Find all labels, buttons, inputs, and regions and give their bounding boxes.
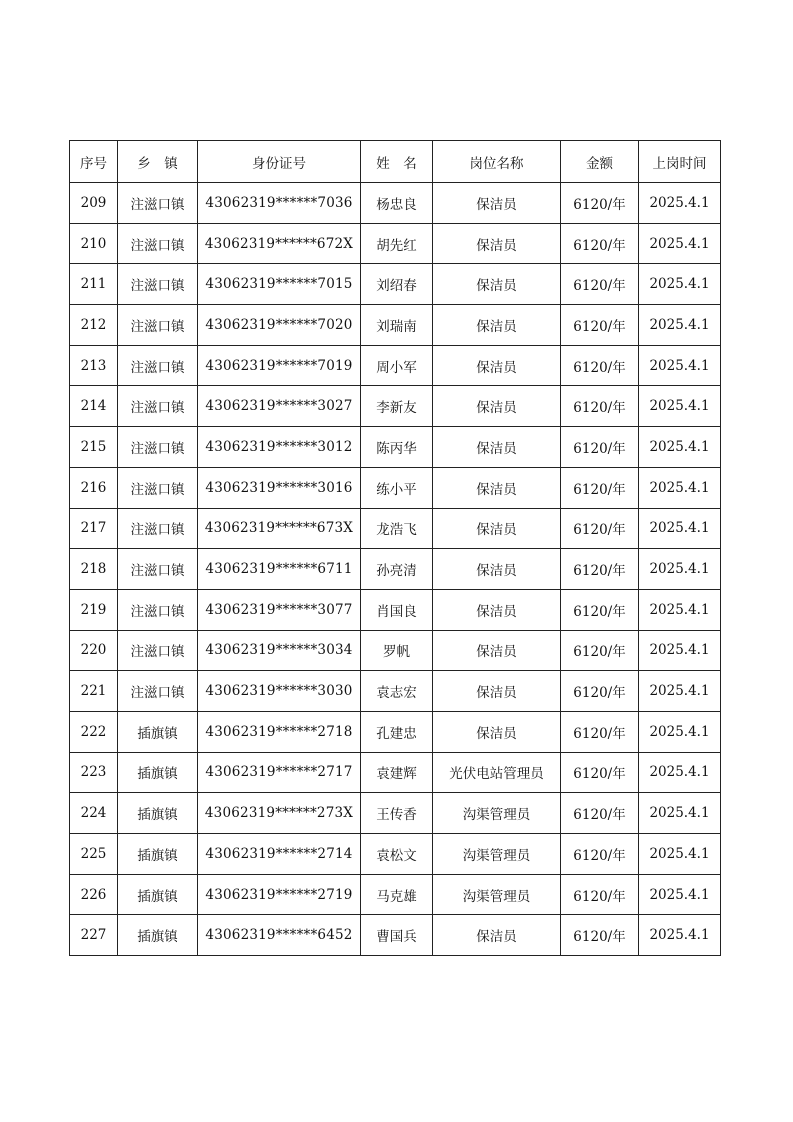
cell-name: 马克雄 — [361, 874, 433, 915]
cell-serial-number: 223 — [70, 752, 118, 793]
cell-id-number: 43062319******3034 — [198, 630, 361, 671]
cell-position: 保洁员 — [433, 508, 561, 549]
cell-township: 注滋口镇 — [118, 467, 198, 508]
table-row — [70, 345, 721, 386]
table-row — [70, 874, 721, 915]
cell-position: 沟渠管理员 — [433, 793, 561, 834]
cell-name: 袁松文 — [361, 834, 433, 875]
cell-start-date: 2025.4.1 — [639, 630, 721, 671]
cell-name: 孙亮清 — [361, 549, 433, 590]
cell-position: 光伏电站管理员 — [433, 752, 561, 793]
cell-amount: 6120/年 — [561, 711, 639, 752]
cell-position: 保洁员 — [433, 915, 561, 956]
cell-amount: 6120/年 — [561, 793, 639, 834]
cell-position: 保洁员 — [433, 183, 561, 224]
cell-id-number: 43062319******2717 — [198, 752, 361, 793]
cell-id-number: 43062319******7015 — [198, 264, 361, 305]
cell-serial-number: 215 — [70, 427, 118, 468]
cell-id-number: 43062319******672X — [198, 223, 361, 264]
cell-start-date: 2025.4.1 — [639, 264, 721, 305]
header-name: 姓 名 — [361, 141, 433, 183]
cell-start-date: 2025.4.1 — [639, 305, 721, 346]
table-row — [70, 183, 721, 224]
cell-serial-number: 220 — [70, 630, 118, 671]
cell-township: 插旗镇 — [118, 834, 198, 875]
cell-position: 保洁员 — [433, 467, 561, 508]
cell-position: 保洁员 — [433, 386, 561, 427]
personnel-table — [69, 140, 721, 956]
cell-position: 保洁员 — [433, 549, 561, 590]
cell-township: 注滋口镇 — [118, 345, 198, 386]
table-body — [70, 183, 721, 956]
cell-serial-number: 209 — [70, 183, 118, 224]
table-row — [70, 427, 721, 468]
cell-name: 杨忠良 — [361, 183, 433, 224]
cell-start-date: 2025.4.1 — [639, 915, 721, 956]
cell-id-number: 43062319******7019 — [198, 345, 361, 386]
cell-position: 保洁员 — [433, 305, 561, 346]
table-row — [70, 386, 721, 427]
cell-township: 注滋口镇 — [118, 589, 198, 630]
cell-position: 保洁员 — [433, 345, 561, 386]
cell-township: 注滋口镇 — [118, 549, 198, 590]
cell-amount: 6120/年 — [561, 915, 639, 956]
cell-name: 孔建忠 — [361, 711, 433, 752]
cell-township: 插旗镇 — [118, 752, 198, 793]
cell-serial-number: 218 — [70, 549, 118, 590]
cell-id-number: 43062319******7020 — [198, 305, 361, 346]
cell-name: 陈丙华 — [361, 427, 433, 468]
header-township: 乡 镇 — [118, 141, 198, 183]
table-row — [70, 834, 721, 875]
table-row — [70, 589, 721, 630]
cell-amount: 6120/年 — [561, 305, 639, 346]
cell-name: 袁建辉 — [361, 752, 433, 793]
table-row — [70, 467, 721, 508]
cell-id-number: 43062319******2714 — [198, 834, 361, 875]
cell-amount: 6120/年 — [561, 508, 639, 549]
cell-township: 注滋口镇 — [118, 630, 198, 671]
cell-position: 保洁员 — [433, 671, 561, 712]
cell-amount: 6120/年 — [561, 183, 639, 224]
table-row — [70, 630, 721, 671]
cell-serial-number: 216 — [70, 467, 118, 508]
cell-position: 保洁员 — [433, 223, 561, 264]
cell-position: 保洁员 — [433, 427, 561, 468]
cell-id-number: 43062319******6452 — [198, 915, 361, 956]
cell-amount: 6120/年 — [561, 345, 639, 386]
cell-serial-number: 211 — [70, 264, 118, 305]
cell-start-date: 2025.4.1 — [639, 671, 721, 712]
cell-start-date: 2025.4.1 — [639, 834, 721, 875]
cell-name: 练小平 — [361, 467, 433, 508]
cell-start-date: 2025.4.1 — [639, 467, 721, 508]
cell-serial-number: 212 — [70, 305, 118, 346]
cell-id-number: 43062319******273X — [198, 793, 361, 834]
cell-township: 注滋口镇 — [118, 183, 198, 224]
cell-id-number: 43062319******3027 — [198, 386, 361, 427]
table-row — [70, 549, 721, 590]
cell-township: 注滋口镇 — [118, 427, 198, 468]
cell-amount: 6120/年 — [561, 467, 639, 508]
cell-start-date: 2025.4.1 — [639, 386, 721, 427]
cell-position: 沟渠管理员 — [433, 834, 561, 875]
cell-id-number: 43062319******2719 — [198, 874, 361, 915]
cell-township: 注滋口镇 — [118, 264, 198, 305]
cell-amount: 6120/年 — [561, 589, 639, 630]
cell-serial-number: 217 — [70, 508, 118, 549]
cell-name: 王传香 — [361, 793, 433, 834]
cell-id-number: 43062319******6711 — [198, 549, 361, 590]
cell-amount: 6120/年 — [561, 834, 639, 875]
cell-name: 肖国良 — [361, 589, 433, 630]
cell-name: 龙浩飞 — [361, 508, 433, 549]
cell-serial-number: 225 — [70, 834, 118, 875]
cell-id-number: 43062319******3012 — [198, 427, 361, 468]
header-amount: 金额 — [561, 141, 639, 183]
cell-id-number: 43062319******3016 — [198, 467, 361, 508]
cell-serial-number: 221 — [70, 671, 118, 712]
cell-serial-number: 219 — [70, 589, 118, 630]
cell-start-date: 2025.4.1 — [639, 345, 721, 386]
cell-name: 周小军 — [361, 345, 433, 386]
cell-township: 插旗镇 — [118, 793, 198, 834]
cell-township: 注滋口镇 — [118, 223, 198, 264]
cell-name: 胡先红 — [361, 223, 433, 264]
cell-position: 保洁员 — [433, 264, 561, 305]
cell-township: 插旗镇 — [118, 711, 198, 752]
header-position: 岗位名称 — [433, 141, 561, 183]
cell-position: 保洁员 — [433, 589, 561, 630]
cell-id-number: 43062319******673X — [198, 508, 361, 549]
cell-amount: 6120/年 — [561, 427, 639, 468]
cell-serial-number: 214 — [70, 386, 118, 427]
cell-amount: 6120/年 — [561, 386, 639, 427]
cell-township: 注滋口镇 — [118, 386, 198, 427]
cell-start-date: 2025.4.1 — [639, 874, 721, 915]
cell-serial-number: 213 — [70, 345, 118, 386]
cell-start-date: 2025.4.1 — [639, 589, 721, 630]
cell-serial-number: 227 — [70, 915, 118, 956]
cell-start-date: 2025.4.1 — [639, 711, 721, 752]
cell-name: 刘瑞南 — [361, 305, 433, 346]
cell-serial-number: 210 — [70, 223, 118, 264]
table-row — [70, 793, 721, 834]
cell-amount: 6120/年 — [561, 671, 639, 712]
cell-amount: 6120/年 — [561, 874, 639, 915]
cell-township: 注滋口镇 — [118, 305, 198, 346]
cell-position: 保洁员 — [433, 630, 561, 671]
cell-township: 注滋口镇 — [118, 671, 198, 712]
cell-name: 罗帆 — [361, 630, 433, 671]
cell-serial-number: 224 — [70, 793, 118, 834]
cell-amount: 6120/年 — [561, 264, 639, 305]
cell-start-date: 2025.4.1 — [639, 549, 721, 590]
cell-name: 刘绍春 — [361, 264, 433, 305]
header-id-number: 身份证号 — [198, 141, 361, 183]
cell-position: 保洁员 — [433, 711, 561, 752]
cell-serial-number: 222 — [70, 711, 118, 752]
cell-township: 注滋口镇 — [118, 508, 198, 549]
table-row — [70, 223, 721, 264]
cell-amount: 6120/年 — [561, 549, 639, 590]
cell-id-number: 43062319******3030 — [198, 671, 361, 712]
table-row — [70, 671, 721, 712]
cell-id-number: 43062319******2718 — [198, 711, 361, 752]
cell-id-number: 43062319******3077 — [198, 589, 361, 630]
cell-start-date: 2025.4.1 — [639, 427, 721, 468]
cell-start-date: 2025.4.1 — [639, 183, 721, 224]
cell-name: 李新友 — [361, 386, 433, 427]
table-row — [70, 711, 721, 752]
cell-start-date: 2025.4.1 — [639, 223, 721, 264]
cell-amount: 6120/年 — [561, 223, 639, 264]
cell-amount: 6120/年 — [561, 630, 639, 671]
header-start-date: 上岗时间 — [639, 141, 721, 183]
cell-name: 袁志宏 — [361, 671, 433, 712]
cell-id-number: 43062319******7036 — [198, 183, 361, 224]
cell-township: 插旗镇 — [118, 874, 198, 915]
cell-name: 曹国兵 — [361, 915, 433, 956]
table-row — [70, 752, 721, 793]
table-row — [70, 264, 721, 305]
table-row — [70, 508, 721, 549]
cell-amount: 6120/年 — [561, 752, 639, 793]
header-serial-number: 序号 — [70, 141, 118, 183]
cell-start-date: 2025.4.1 — [639, 508, 721, 549]
cell-position: 沟渠管理员 — [433, 874, 561, 915]
cell-township: 插旗镇 — [118, 915, 198, 956]
cell-start-date: 2025.4.1 — [639, 793, 721, 834]
cell-serial-number: 226 — [70, 874, 118, 915]
cell-start-date: 2025.4.1 — [639, 752, 721, 793]
table-row — [70, 305, 721, 346]
table-header-row — [70, 141, 721, 183]
table-row — [70, 915, 721, 956]
